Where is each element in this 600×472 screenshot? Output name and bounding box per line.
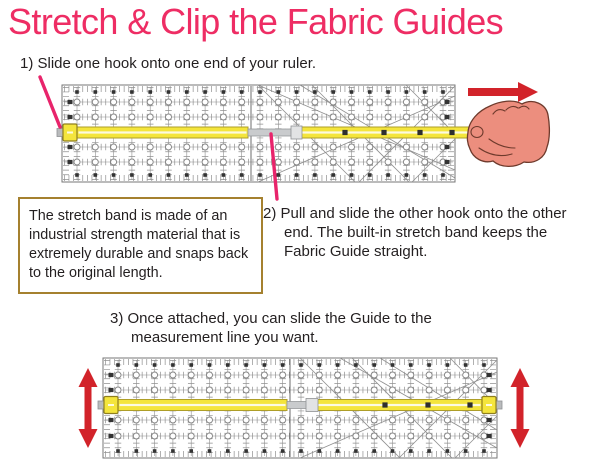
page-title: Stretch & Clip the Fabric Guides — [8, 1, 504, 42]
hand-holding-band-icon — [467, 101, 549, 166]
up-down-arrow-icon-right — [511, 368, 530, 448]
up-down-arrow-icon-left — [79, 368, 98, 448]
step-3-text: 3) Once attached, you can slide the Guide to the measurement line you want. — [110, 310, 432, 346]
right-arrow-icon — [468, 82, 538, 102]
step1-ruler-illustration — [30, 70, 570, 210]
callout-line-step1 — [40, 77, 60, 127]
step3-illustration-svg — [60, 352, 540, 467]
step1-illustration-svg — [30, 70, 570, 210]
step3-ruler-illustration — [60, 352, 540, 467]
step-2-text: 2) Pull and slide the other hook onto the other end. The built-in stretch band keeps the Fabric Guide straight. — [263, 205, 567, 260]
note-box-text: The stretch band is made of an industrial strength material that is extremely durable and snaps back to the original length. — [29, 208, 249, 281]
note-box — [18, 197, 263, 294]
step-1-text: 1) Slide one hook onto one end of your ruler. — [20, 55, 317, 72]
